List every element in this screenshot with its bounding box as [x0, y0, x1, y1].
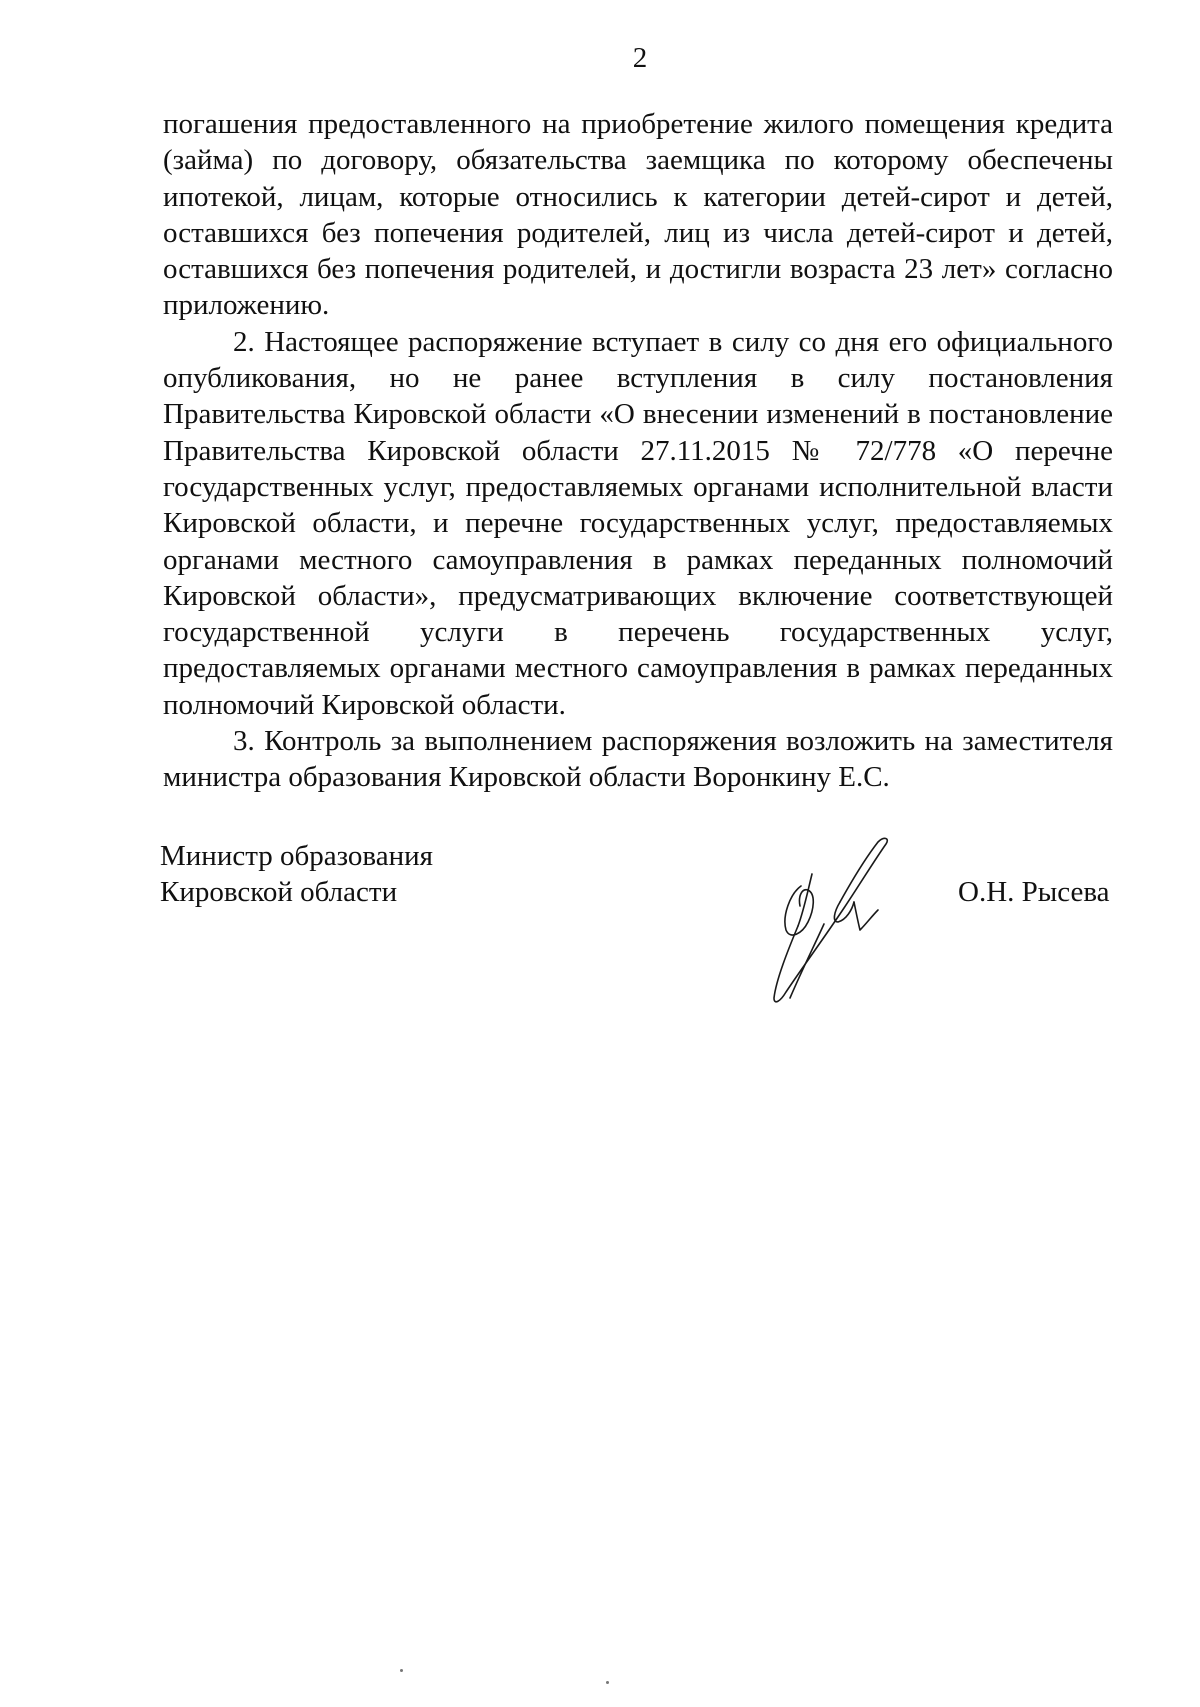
document-body: [163, 106, 1113, 796]
signature-stroke: [785, 886, 813, 935]
paragraph-item-3: 3. Контроль за выполнением распоряжения возложить на заместителя министра образования Кировской области Воронкину Е.С.: [163, 725, 1113, 794]
page-number: 2: [632, 42, 648, 74]
signatory-position-line-2: Кировской области: [160, 876, 398, 909]
signatory-name: О.Н. Рысева: [958, 876, 1110, 908]
signature-stroke: [854, 902, 878, 930]
handwritten-signature: [768, 830, 908, 1010]
paragraph-item-2: 2. Настоящее распоряжение вступает в силу со дня его официального опубликования, но не ранее вступления в силу постановления Правительства Кировской области «О внесении изменений в постановление Правительства Кировской области 27.11.2015 № 72/778 «О перечне государственных услуг, предоставляемых органами исполнительной власти Кировской области, и перечне государственных услуг, предоставляемых органами местного самоуправления в рамках переданных полномочий Кировской области», предусматривающих включение соответствующей государственной услуги в перечень государственных услуг, предоставляемых органами местного самоуправления в рамках переданных полномочий Кировской области.: [163, 325, 1113, 721]
scan-speck: [400, 1669, 403, 1672]
paragraph-continuation: погашения предоставленного на приобретение жилого помещения кредита (займа) по договору, обязательства заемщика по которому обеспечены ипотекой, лицам, которые относились к категории детей-сирот и детей, оставшихся без попечения родителей, лиц из числа детей-сирот и детей, оставшихся без попечения родителей, и достигли возраста 23 лет» согласно приложению.: [163, 108, 1113, 322]
signature-stroke: [774, 838, 887, 1001]
scan-speck: [606, 1681, 609, 1684]
signatory-position-line-1: Министр образования: [160, 840, 433, 872]
signatory-position: [160, 838, 433, 911]
